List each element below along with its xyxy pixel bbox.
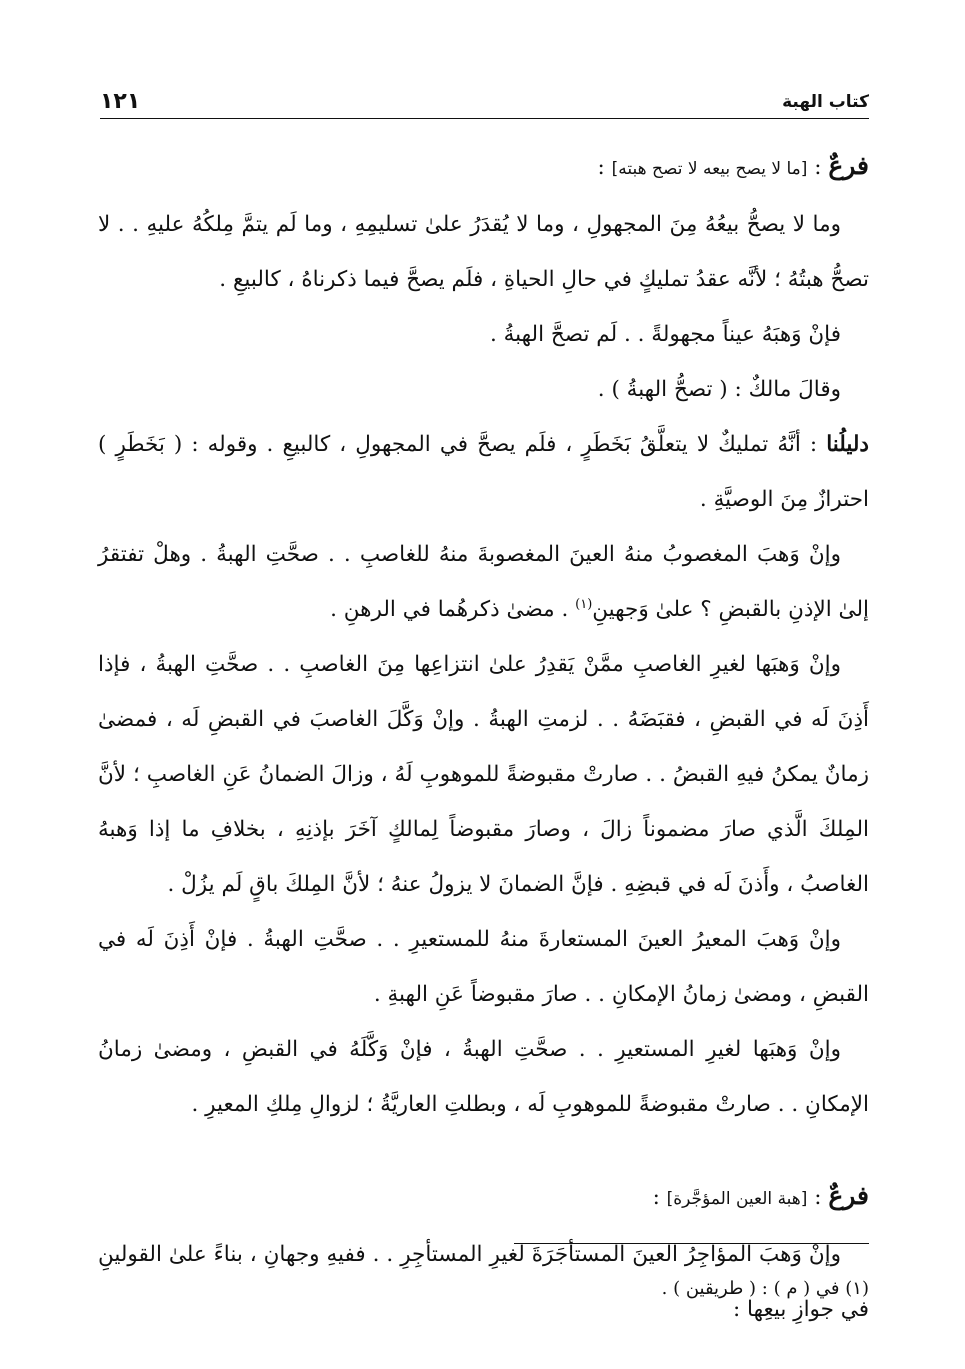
footnote-divider [514,1243,869,1244]
footnote-text: في ( م ) : ( طريقين ) . [661,1278,846,1299]
evidence-label: دليلُنا [826,432,869,457]
paragraph-text: وإنْ وَهبَ المغصوبُ منهُ العينَ المغصوبةَ منهُ للغاصبِ . . صحَّتِ الهبةُ . وهلْ تفتقرُ إلىٰ الإذنِ بالقبضِ ؟ علىٰ وَجهينِ [98,542,869,622]
page-number: ١٢١ [100,89,141,114]
footnote-number: (١) [845,1278,869,1299]
page-header [100,78,869,119]
section-heading [98,138,869,197]
paragraph-with-footnote [98,527,869,637]
paragraph: وما لا يصحُّ بيعُهُ مِنَ المجهولِ ، وما لا يُقدَرُ علىٰ تسليمِهِ ، وما لَم يتمَّ مِلكُهُ عليهِ . . لا تصحُّ هبتُهُ ؛ لأنَّه عقدُ تمليكٍ في حالِ الحياةِ ، فلَم يصحَّ فيما ذكرناهُ ، كالبيعِ . [98,212,869,292]
evidence-text: : أنَّهُ تمليكٌ لا يتعلَّقُ بَخَطَرٍ ، فلَم يصحَّ في المجهولِ ، كالبيعِ . وقوله : ( بَخَطَرٍ ) احترازٌ مِنَ الوصيَّةِ . [98,432,869,512]
heading-label: فرعٌ [828,151,869,180]
heading-separator: : [807,1185,829,1210]
paragraph: فإنْ وَهبَهُ عيناً مجهولةً . . لَم تصحَّ الهبةُ . [489,322,841,347]
paragraph: وإنْ وَهبَ المؤاجِرُ العينَ المستأجَرَةَ لغيرِ المستأجِرِ . . ففيهِ وجهانِ ، بناءً علىٰ القولينِ في جوازِ بيعِها : [98,1242,869,1322]
heading-title: [ما لا يصح بيعه لا تصح هبته] [611,159,808,179]
heading-label: فرعٌ [828,1181,869,1210]
paragraph: وإنْ وَهبَها لغيرِ الغاصبِ ممَّنْ يَقدِرُ علىٰ انتزاعِها مِنَ الغاصبِ . . صحَّتِ الهبةُ ، فإذا أَذِنَ لَه في القبضِ ، فقبَضَهُ . . لزمتِ الهبةُ . وإنْ وَكَّلَ الغاصبَ في القبضِ لَه ، فمضىٰ زمانٌ يمكنُ فيهِ القبضُ . . صارتْ مقبوضةً للموهوبِ لَهُ ، وزالَ الضمانُ عَنِ الغاصبِ ؛ لأنَّ المِلكَ الَّذي صارَ مضموناً زالَ ، وصارَ مقبوضاً لِمالكٍ آخَرَ بإذنِهِ ، بخلافِ ما إذا وَهبهُ الغاصبُ ، وأَذنَ لَه في قبضِهِ . فإنَّ الضمانَ لا يزولُ عنهُ ؛ لأنَّ المِلكَ باقٍ لَم يزُلْ . [98,652,869,897]
footnote-marker[interactable]: (١) [575,596,593,612]
section-gap [98,1132,869,1168]
heading-end: : [652,1185,667,1210]
section-heading [98,1168,869,1227]
heading-title: [هبة العين المؤجَّرة] [666,1189,808,1209]
paragraph: وإنْ وَهبَها لغيرِ المستعيرِ . . صحَّتِ الهبةُ ، فإنْ وَكَّلَهُ في القبضِ ، ومضىٰ زمانُ الإمكانِ . . صارتْ مقبوضةً للموهوبِ لَه ، وبطلتِ العاريَّةُ ؛ لزوالِ مِلكِ المعيرِ . [98,1037,869,1117]
heading-separator: : [807,155,829,180]
paragraph-evidence [98,417,869,527]
footnote [98,1274,869,1304]
running-title: كتاب الهبة [782,92,869,112]
heading-end: : [597,155,612,180]
paragraph: وإنْ وَهبَ المعيرُ العينَ المستعارةَ منهُ للمستعيرِ . . صحَّتِ الهبةُ . فإنْ أَذِنَ لَه في القبضِ ، ومضىٰ زمانُ الإمكانِ . . صارَ مقبوضاً عَنِ الهبةِ . [98,927,869,1007]
paragraph-text: . مضىٰ ذكرهُما في الرهنِ . [330,597,576,622]
paragraph: وقالَ مالكٌ : ( تصحُّ الهبةُ ) . [597,377,841,402]
main-text [98,138,869,1337]
